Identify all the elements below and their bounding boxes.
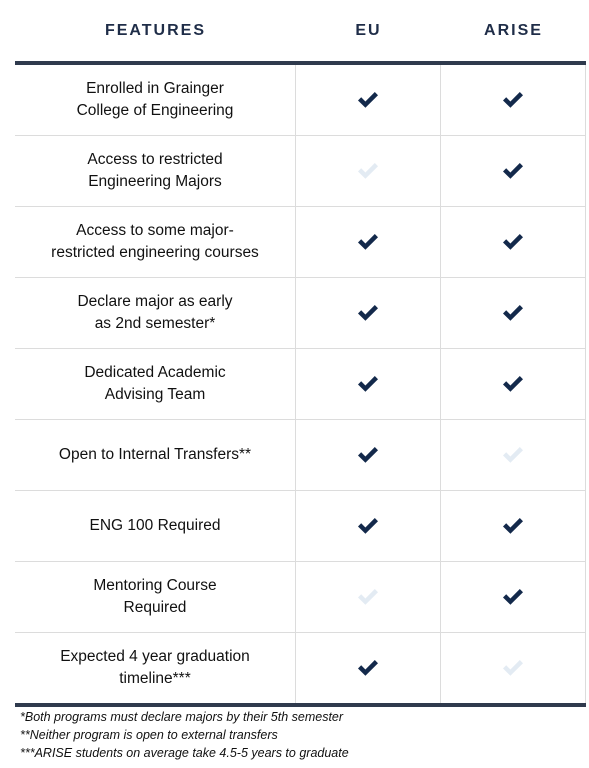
feature-label: Declare major as early as 2nd semester* — [77, 293, 233, 332]
checkmark-icon — [501, 445, 525, 465]
eu-cell — [295, 136, 440, 206]
arise-cell — [440, 349, 586, 419]
table-row — [15, 420, 586, 491]
feature-label: Expected 4 year graduation timeline*** — [60, 648, 250, 687]
eu-cell — [295, 420, 440, 490]
checkmark-icon — [501, 161, 525, 181]
eu-cell — [295, 207, 440, 277]
checkmark-icon — [501, 374, 525, 394]
checkmark-icon — [356, 232, 380, 252]
feature-label: Enrolled in Grainger College of Engineering — [76, 80, 234, 119]
table-row — [15, 349, 586, 420]
footnotes — [20, 708, 580, 762]
table-row — [15, 278, 586, 349]
eu-cell — [295, 349, 440, 419]
feature-label: ENG 100 Required — [89, 517, 221, 534]
table-row — [15, 633, 586, 703]
feature-label: Access to some major- restricted engineering courses — [51, 222, 259, 261]
comparison-table — [15, 0, 586, 707]
checkmark-icon — [501, 303, 525, 323]
checkmark-icon — [356, 303, 380, 323]
arise-cell — [440, 136, 586, 206]
footer-divider — [15, 703, 586, 707]
eu-cell — [295, 633, 440, 703]
footnote: *Both programs must declare majors by their 5th semester — [20, 710, 344, 724]
arise-cell — [440, 278, 586, 348]
header-features: FEATURES — [104, 21, 207, 39]
table-body — [15, 65, 586, 703]
checkmark-icon — [356, 445, 380, 465]
header-arise: ARISE — [484, 21, 543, 39]
arise-cell — [440, 562, 586, 632]
table-row — [15, 491, 586, 562]
eu-cell — [295, 562, 440, 632]
checkmark-icon — [501, 587, 525, 607]
footnote: ***ARISE students on average take 4.5-5 years to graduate — [20, 746, 349, 760]
checkmark-icon — [501, 90, 525, 110]
checkmark-icon — [501, 516, 525, 536]
footnote: **Neither program is open to external transfers — [20, 728, 278, 742]
arise-cell — [440, 65, 586, 135]
feature-label: Dedicated Academic Advising Team — [84, 364, 226, 403]
arise-cell — [440, 207, 586, 277]
table-row — [15, 207, 586, 278]
feature-label: Access to restricted Engineering Majors — [87, 151, 223, 190]
checkmark-icon — [356, 161, 380, 181]
eu-cell — [295, 65, 440, 135]
table-row — [15, 562, 586, 633]
eu-cell — [295, 278, 440, 348]
feature-label: Open to Internal Transfers** — [58, 446, 252, 463]
checkmark-icon — [356, 90, 380, 110]
arise-cell — [440, 491, 586, 561]
arise-cell — [440, 633, 586, 703]
feature-label: Mentoring Course Required — [93, 577, 217, 616]
table-row — [15, 65, 586, 136]
eu-cell — [295, 491, 440, 561]
table-row — [15, 136, 586, 207]
header-eu: EU — [355, 21, 382, 39]
table-header — [15, 0, 586, 61]
checkmark-icon — [501, 232, 525, 252]
checkmark-icon — [356, 587, 380, 607]
arise-cell — [440, 420, 586, 490]
checkmark-icon — [356, 658, 380, 678]
checkmark-icon — [501, 658, 525, 678]
checkmark-icon — [356, 374, 380, 394]
checkmark-icon — [356, 516, 380, 536]
